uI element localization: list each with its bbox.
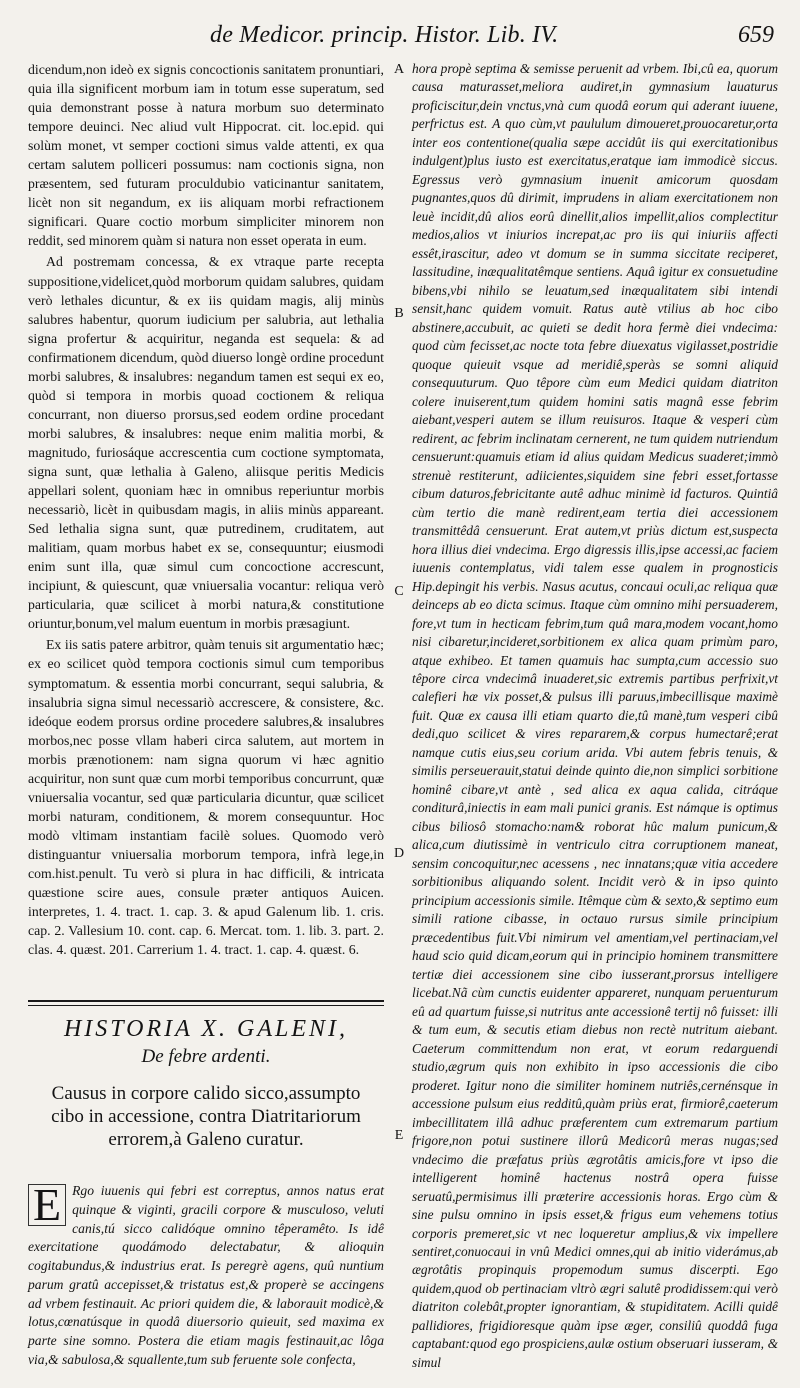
- margin-letter-a: A: [393, 62, 405, 77]
- left-paragraph-2: Ad postremam concessa, & ex vtraque parte recepta suppositione,videlicet,quòd morborum quidam salubres, quidam verò lethales dicuntur, & ex iis quidam magis, alij minùs salubres habentur, quorum iudicium per salubria, aut lethalia signa profertur & acquiritur, neganda est sequela: & ad confirmationem dicendum, quòd diuerso longè ordine procedunt morbi salubres, & insalubres: negandum tamen est sequi ex eo, quòd si tempora in morbis quoad coctionem & reliqua concurrant, non diuerso prorsus,sed eodem ordine procedant morbi salubres, & insalubres: neque enim malitia morbi, & magnitudo, furiosáque accrescentia cum coctione symptomata, signa sunt, quæ lethalia à Galeno, aliisque peritis Medicis appellari solent, quoniam hæc in omnibus reperiuntur morbis necessariò, licèt in quibusdam magis, in aliis minùs appareant. Sed lethalia signa sunt, quæ putredinem, cruditatem, aut malitiam, quam morbus habet ex se, consequuntur; eiusmodi enim sunt illa, quæ simul cum concoctione accrescunt, incipiunt, & quiescunt, quæ vniuersalia vocantur: reliqua verò particularia, quæ scilicet à morbi natura,& constitutione oriuntur,bonum,vel malum euentum in morbis præsagiunt.: [28, 254, 384, 632]
- history-summary: Causus in corpore calido sicco,assumpto cibo in accessione, contra Diatritariorum errorem,à Galeno curatur.: [51, 1083, 361, 1150]
- history-body: [28, 1179, 384, 1370]
- running-head: de Medicor. princip. Histor. Lib. IV.: [210, 22, 559, 48]
- page-number: 659: [738, 22, 774, 48]
- left-paragraph-1: dicendum,non ideò ex signis concoctionis sanitatem pronuntiari, quia illa significent morbum iam in totum esse superatum, sed quia demonstrant posse à natura morbum suo determinato tempore deuinci. Nec aliud vult Hippocrat. cit. loc.epid. qui solùm monet, vt semper coctioni simus valde attenti, ex qua certam salutem polliceri possumus: nam coctionis signa, non præsentem, sed futuram proculdubio vaticinantur sanitatem, licèt non sit negandum, ex iis aliquam morbi refractionem significari. Quare coctio morbum simpliciter minorem non reddit, sed minorem quàm si natura non esset operata in eum.: [28, 62, 384, 249]
- section-rule-bottom: [28, 1005, 384, 1006]
- history-subtitle: De febre ardenti.: [141, 1046, 271, 1067]
- right-column: [412, 60, 778, 1372]
- margin-letter-b: B: [394, 306, 404, 321]
- left-paragraph-3: Ex iis satis patere arbitror, quàm tenuis sit argumentatio hæc; ex eo scilicet quòd tempora coctionis simul cum temporibus symptomatum. & essentia morbi concurrant, sequi salubria, & insalubria signa simul necessariò accrescere, & consistere, &c. ideóque eodem prorsus ordine procedere salubres,& insalubres morbos,nec posse vllam haberi circa salutem, aut mortem in morbis prænotionem: nam signa quorum vi hæc agnitio acquiritur, non sunt quæ cum morbi temporibus concurrunt, quæ vniuersalia vocantur, sed quæ particularia dicuntur, quæ scilicet morbi naturam, conditionem, & morem consequuntur. Hoc modò vltimam instantiam facilè solues. Quomodo verò distinguantur vniuersalia morborum tempora, infrà lege,in com.hist.penult. Tu verò si plura in hac difficili, & intricata quæstione scire aues, consule præter antiquos Auicen. interpretes, 1. 4. tract. 1. cap. 3. & apud Galenum lib. 1. cris. cap. 2. Vallesium 10. cont. cap. 6. Mercat. tom. 1. lib. 3. part. 2. clas. 4. quæst. 201. Carrerium 1. 4. tract. 1. cap. 4. quæst. 6.: [28, 637, 384, 958]
- margin-letter-e: E: [394, 1128, 404, 1143]
- history-text: Rgo iuuenis qui febri est correptus, annos natus erat quinque & viginti, gracili corpore & musculoso, veluti canis,tú sicco calidóque omnino têperamêto. Is idê exercitatione quodámodo delectabatur, & alioquin cogitabundus,& industrius erat. Is peregrè agens, quû nuntium parum gratû accepisset,& tristatus est,& properè se accingens ad vrbem festinauit. Ac priori quidem die, & laborauit modicè,& lotus,cœnatúsque in quodâ diuersorio quieuit, sed maxima ex parte sine somno. Postera die etiam magis festinauit,ac lôga via,& sabulosa,& squallente,tum sub feruente sole confecta,: [28, 1183, 384, 1367]
- drop-cap: E: [28, 1184, 66, 1226]
- history-title: HISTORIA X. GALENI,: [63, 1016, 349, 1042]
- margin-letter-c: C: [394, 584, 404, 599]
- margin-letter-d: D: [393, 846, 405, 861]
- section-rule-top: [28, 1000, 384, 1002]
- left-column: [28, 60, 384, 959]
- right-paragraph: hora propè septima & semisse peruenit ad vrbem. Ibi,cû ea, quorum causa maturasset,meliora audiret,in gymnasium lauaturus proficiscitur,dein vnctus,vnà cum quodâ eorum qui aderant iuuene, perfrictus est. A quo cùm,vt paululum dimoueret,prouocaretur,orta inter eos contentione(qualia sæpe accidût iis qui exercitationibus indulgent)plus iusto est exercitatus,eratque iam immodicè siccus. Egressus verò gymnasium inuenit amicorum quosdam pugnantes,quos dû dirimit, imprudens in aliam exercitationem non leuè incidit,dû alios eorû dinellit,alios impellit,alios complectitur medios,alios vt iniurios increpat,ac pro iis qui iniuriis affecti essêt,irascitur, adeo vt domum se in summa siccitate reciperet, lassitudine, inæqualitatêmque sentiens. Aquâ igitur ex consuetudine bibens,vbi nihilo se leuatum,sed inæqualitatem sibi intendi sensit,hanc quidem vomuit. Ratus autè vtilius ab hoc cibo abstinere,accubuit, ac quieti se dedit hora fermè diei vndecima: quod cùm fecisset,ac nocte tota febre diuexatus vigilasset,postridie quoque quieuit vsque ad meridiê,speràs se somni aliquid consequuturum. Quo têpore cùm eum Medici quidam diatriton colere inuiserent,tum quidem homini satis magnâ esse febrim aiebant,vesperi autem se illum reuisuros. Itaque & vesperi cùm redirent, ac febrim inclinatam cernerent, ne tum quidem nutriendum censuerunt:quamuis etiam id alius quidam Medicus suaderet;immò strenuè restiterunt, adiicientes,siquidem sine febri esset,fortasse cibum daturos,febricitante autê adhuc minimè id facturos. Quintiâ cùm tertio die manè redirent,eam tertia diei accessionem transmittêdâ censuerunt. Erat autem,vt priùs dictum est,suspecta hora illius diei vndecima. Ergo digressis illis,ipse accessi,ac faciem iuuenis contemplatus, vidi talem esse qualem in prognosticis Hip.depingit his verbis. Nasus acutus, concaui oculi,ac reliqua quæ deinceps ab eo dicta scimus. Itaque cùm omnino mihi persuaderem, fore,vt tum in hecticam febrim,tum quâ mara,modem vocant,homo nisi cibaretur,incideret,sorbitionem ex alica quam primùm paro, atque exhibeo. Et tamen quamuis hac sumpta,cum accessio suo têpore circa vndecimâ inuaderet,sic extremis partibus perfrixit,vt calefieri hæ vix posset,& pulsus illi paruus,imbecillisque maximè fuit. Quæ ex causa illi etiam quarto die,tû manè,tum vesperi cibû dedi,quo scilicet & vires repararem,& corpus humectarê;erat namque cutis eius,seu corium arida. Vbi autem febris tenuis, & similis perseuerauit,statui deinde quinto die,non simplici sorbitione hominê cibare,vt antè , sed alica ex aqua calida, citráque conditurâ,iniectis in eam mali punici granis. Est námque is optimus cibus biliosô stomacho:nam& roborat hûc malum punicum,& alica,cum diutissimè in ventriculo citra corruptionem maneat, sensim concoquitur,nec acessens , nec innatans;quæ vitia accedere sorbitionibus aliquando solent. Incidit verò & in ipso quinto principium accessionis simile. Itêmque cùm & sexto,& septimo eum simili ratione cibasse, in octauo rursus simile principium præcedentibus fuit.Vbi nimirum vel amentiam,vel pertinaciam,vel haud scio quid dicam,eorum qui in principio hominem transmittere tertiæ diei accessionem sine cibo iusserant,prorsus intelligere licebat.Nã cùm cunctis euidenter appareret, nunquam peruenturum eû ad quartum fuisse,si nutritus ante accessionê tertij nô fuisset: illi & tum eum, & secutis etiam diebus non rectè nutritum aiebant. Caeterum committendum non erat, vt eorum redarguendi studio,ægrum quis non exhibito in ipso accessionis die cibo proderet. Igitur nono die similiter hominem nutriês,cernénsque in accessione pulsum eius redditû,quàm priùs erat, firmiorê,caeterum imbecillitatem illâ adhuc præferentem cum extremarum partium frigore,non potui sustinere illorû Medicorû meras nugas;sed vndecimo die præfatus priùs ægrotâtis amicis,fore vt ipso die intelligerent hominê hactenus nostrâ opera fuisse seruatû,permisimus illi præterire accessionis horas. Ergo cùm & sine pulsu omnino in ipsis esset,& frigus eum vehemens totius corporis premeret,sic vt nec loqueretur amplius,& vix impellere sentiret,conuocaui in vnû Medici omnes,qui ab initio viderámus,ab ægrotâtis propinquis propemodum sumus discerpti. Ego quidem,quod ob pertinaciam vltrò ægri salutê prodidissem:qui verò diatriton colebât,propter ignorantiam, & stupiditatem. Acilli quidê pallidiores, frigidioresque quàm ipse æger, consiliû quoddâ fuga captabant:quod ego prospiciens,aulæ ostium obseruari iusseram, & simul: [412, 61, 778, 1370]
